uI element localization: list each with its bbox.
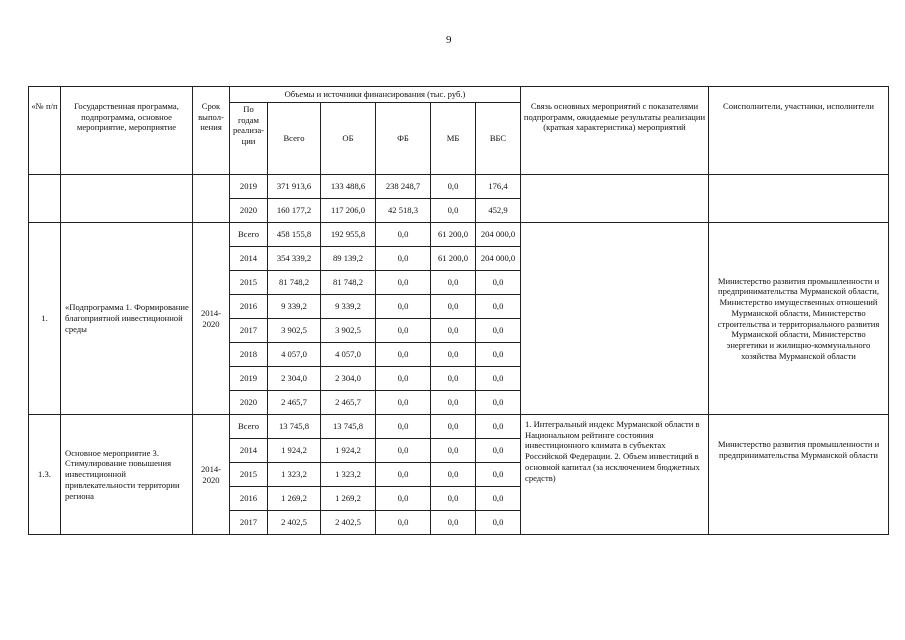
header-num: «№ п/п xyxy=(29,87,61,175)
empty-cell xyxy=(709,175,889,223)
fb-cell: 0,0 xyxy=(376,223,431,247)
fb-cell: 238 248,7 xyxy=(376,175,431,199)
year-cell: 2018 xyxy=(230,343,268,367)
year-cell: 2019 xyxy=(230,367,268,391)
fb-cell: 0,0 xyxy=(376,367,431,391)
vbs-cell: 0,0 xyxy=(476,415,521,439)
ob-cell: 117 206,0 xyxy=(321,199,376,223)
header-term: Срок выпол-нения xyxy=(193,87,230,175)
year-cell: 2016 xyxy=(230,487,268,511)
fb-cell: 0,0 xyxy=(376,247,431,271)
mb-cell: 0,0 xyxy=(431,415,476,439)
year-cell: Всего xyxy=(230,415,268,439)
year-cell: 2020 xyxy=(230,199,268,223)
fb-cell: 42 518,3 xyxy=(376,199,431,223)
year-cell: 2014 xyxy=(230,439,268,463)
ob-cell: 3 902,5 xyxy=(321,319,376,343)
vbs-cell: 0,0 xyxy=(476,367,521,391)
vbs-cell: 204 000,0 xyxy=(476,223,521,247)
total-cell: 2 465,7 xyxy=(268,391,321,415)
mb-cell: 0,0 xyxy=(431,463,476,487)
mb-cell: 0,0 xyxy=(431,271,476,295)
vbs-cell: 452,9 xyxy=(476,199,521,223)
table-row xyxy=(29,415,889,439)
header-total: Всего xyxy=(268,103,321,175)
fb-cell: 0,0 xyxy=(376,439,431,463)
total-cell: 3 902,5 xyxy=(268,319,321,343)
total-cell: 4 057,0 xyxy=(268,343,321,367)
year-cell: 2020 xyxy=(230,391,268,415)
vbs-cell: 0,0 xyxy=(476,271,521,295)
ob-cell: 2 465,7 xyxy=(321,391,376,415)
mb-cell: 0,0 xyxy=(431,391,476,415)
fb-cell: 0,0 xyxy=(376,511,431,535)
page-number: 9 xyxy=(446,34,452,46)
total-cell: 371 913,6 xyxy=(268,175,321,199)
section13-executors: Министерство развития промышленности и предпринимательства Мурманской области xyxy=(709,415,889,535)
vbs-cell: 0,0 xyxy=(476,319,521,343)
financing-table xyxy=(28,86,889,535)
year-cell: 2015 xyxy=(230,271,268,295)
year-cell: 2015 xyxy=(230,463,268,487)
table-row xyxy=(29,223,889,247)
ob-cell: 133 488,6 xyxy=(321,175,376,199)
vbs-cell: 0,0 xyxy=(476,439,521,463)
section1-link xyxy=(521,223,709,415)
header-mb: МБ xyxy=(431,103,476,175)
total-cell: 2 402,5 xyxy=(268,511,321,535)
year-cell: 2016 xyxy=(230,295,268,319)
mb-cell: 0,0 xyxy=(431,319,476,343)
vbs-cell: 0,0 xyxy=(476,511,521,535)
header-program: Государственная программа, подпрограмма, основное мероприятие, мероприятие xyxy=(61,87,193,175)
fb-cell: 0,0 xyxy=(376,295,431,319)
ob-cell: 2 402,5 xyxy=(321,511,376,535)
header-fb: ФБ xyxy=(376,103,431,175)
mb-cell: 61 200,0 xyxy=(431,223,476,247)
ob-cell: 192 955,8 xyxy=(321,223,376,247)
mb-cell: 0,0 xyxy=(431,295,476,319)
mb-cell: 0,0 xyxy=(431,439,476,463)
empty-cell xyxy=(193,175,230,223)
ob-cell: 1 924,2 xyxy=(321,439,376,463)
ob-cell: 1 269,2 xyxy=(321,487,376,511)
table-row xyxy=(29,175,889,199)
section13-link: 1. Интегральный индекс Мурманской области в Национальном рейтинге состояния инвестиционного климата в субъектах Российской Федерации. 2. Объем инвестиций в основной капитал (за исключением бюджетных средств) xyxy=(521,415,709,535)
vbs-cell: 0,0 xyxy=(476,343,521,367)
header-funding-title: Объемы и источники финансирования (тыс. руб.) xyxy=(230,87,521,103)
fb-cell: 0,0 xyxy=(376,487,431,511)
year-cell: 2014 xyxy=(230,247,268,271)
section1-name: «Подпрограмма 1. Формирование благоприятной инвестиционной среды xyxy=(61,223,193,415)
fb-cell: 0,0 xyxy=(376,391,431,415)
mb-cell: 0,0 xyxy=(431,367,476,391)
total-cell: 9 339,2 xyxy=(268,295,321,319)
fb-cell: 0,0 xyxy=(376,415,431,439)
total-cell: 1 269,2 xyxy=(268,487,321,511)
mb-cell: 61 200,0 xyxy=(431,247,476,271)
total-cell: 13 745,8 xyxy=(268,415,321,439)
fb-cell: 0,0 xyxy=(376,343,431,367)
ob-cell: 13 745,8 xyxy=(321,415,376,439)
section13-term: 2014-2020 xyxy=(193,415,230,535)
year-cell: 2017 xyxy=(230,319,268,343)
ob-cell: 1 323,2 xyxy=(321,463,376,487)
vbs-cell: 176,4 xyxy=(476,175,521,199)
ob-cell: 81 748,2 xyxy=(321,271,376,295)
section13-name: Основное мероприятие 3. Стимулирование повышения инвестиционной привлекательности территории региона xyxy=(61,415,193,535)
year-cell: 2019 xyxy=(230,175,268,199)
vbs-cell: 0,0 xyxy=(476,463,521,487)
section1-executors: Министерство развития промышленности и предпринимательства Мурманской области, Министерство имущественных отношений Мурманской области, Министерство строительства и территориального развития Мурманской области, Министерство энергетики и жилищно-коммунального хозяйства Мурманской области xyxy=(709,223,889,415)
section1-term: 2014-2020 xyxy=(193,223,230,415)
total-cell: 1 323,2 xyxy=(268,463,321,487)
total-cell: 1 924,2 xyxy=(268,439,321,463)
total-cell: 81 748,2 xyxy=(268,271,321,295)
fb-cell: 0,0 xyxy=(376,319,431,343)
header-by-years: По годам реализа-ции xyxy=(230,103,268,175)
vbs-cell: 0,0 xyxy=(476,295,521,319)
total-cell: 160 177,2 xyxy=(268,199,321,223)
total-cell: 458 155,8 xyxy=(268,223,321,247)
fb-cell: 0,0 xyxy=(376,271,431,295)
mb-cell: 0,0 xyxy=(431,175,476,199)
mb-cell: 0,0 xyxy=(431,199,476,223)
header-vbs: ВБС xyxy=(476,103,521,175)
empty-cell xyxy=(29,175,61,223)
ob-cell: 4 057,0 xyxy=(321,343,376,367)
section13-num: 1.3. xyxy=(29,415,61,535)
vbs-cell: 204 000,0 xyxy=(476,247,521,271)
ob-cell: 9 339,2 xyxy=(321,295,376,319)
section1-num: 1. xyxy=(29,223,61,415)
mb-cell: 0,0 xyxy=(431,487,476,511)
year-cell: Всего xyxy=(230,223,268,247)
mb-cell: 0,0 xyxy=(431,511,476,535)
ob-cell: 89 139,2 xyxy=(321,247,376,271)
header-link: Связь основных мероприятий с показателями подпрограмм, ожидаемые результаты реализации (краткая характеристика) мероприятий xyxy=(521,87,709,175)
header-ob: ОБ xyxy=(321,103,376,175)
total-cell: 2 304,0 xyxy=(268,367,321,391)
total-cell: 354 339,2 xyxy=(268,247,321,271)
year-cell: 2017 xyxy=(230,511,268,535)
empty-cell xyxy=(521,175,709,223)
vbs-cell: 0,0 xyxy=(476,487,521,511)
vbs-cell: 0,0 xyxy=(476,391,521,415)
mb-cell: 0,0 xyxy=(431,343,476,367)
header-executors: Соисполнители, участники, исполнители xyxy=(709,87,889,175)
ob-cell: 2 304,0 xyxy=(321,367,376,391)
fb-cell: 0,0 xyxy=(376,463,431,487)
empty-cell xyxy=(61,175,193,223)
